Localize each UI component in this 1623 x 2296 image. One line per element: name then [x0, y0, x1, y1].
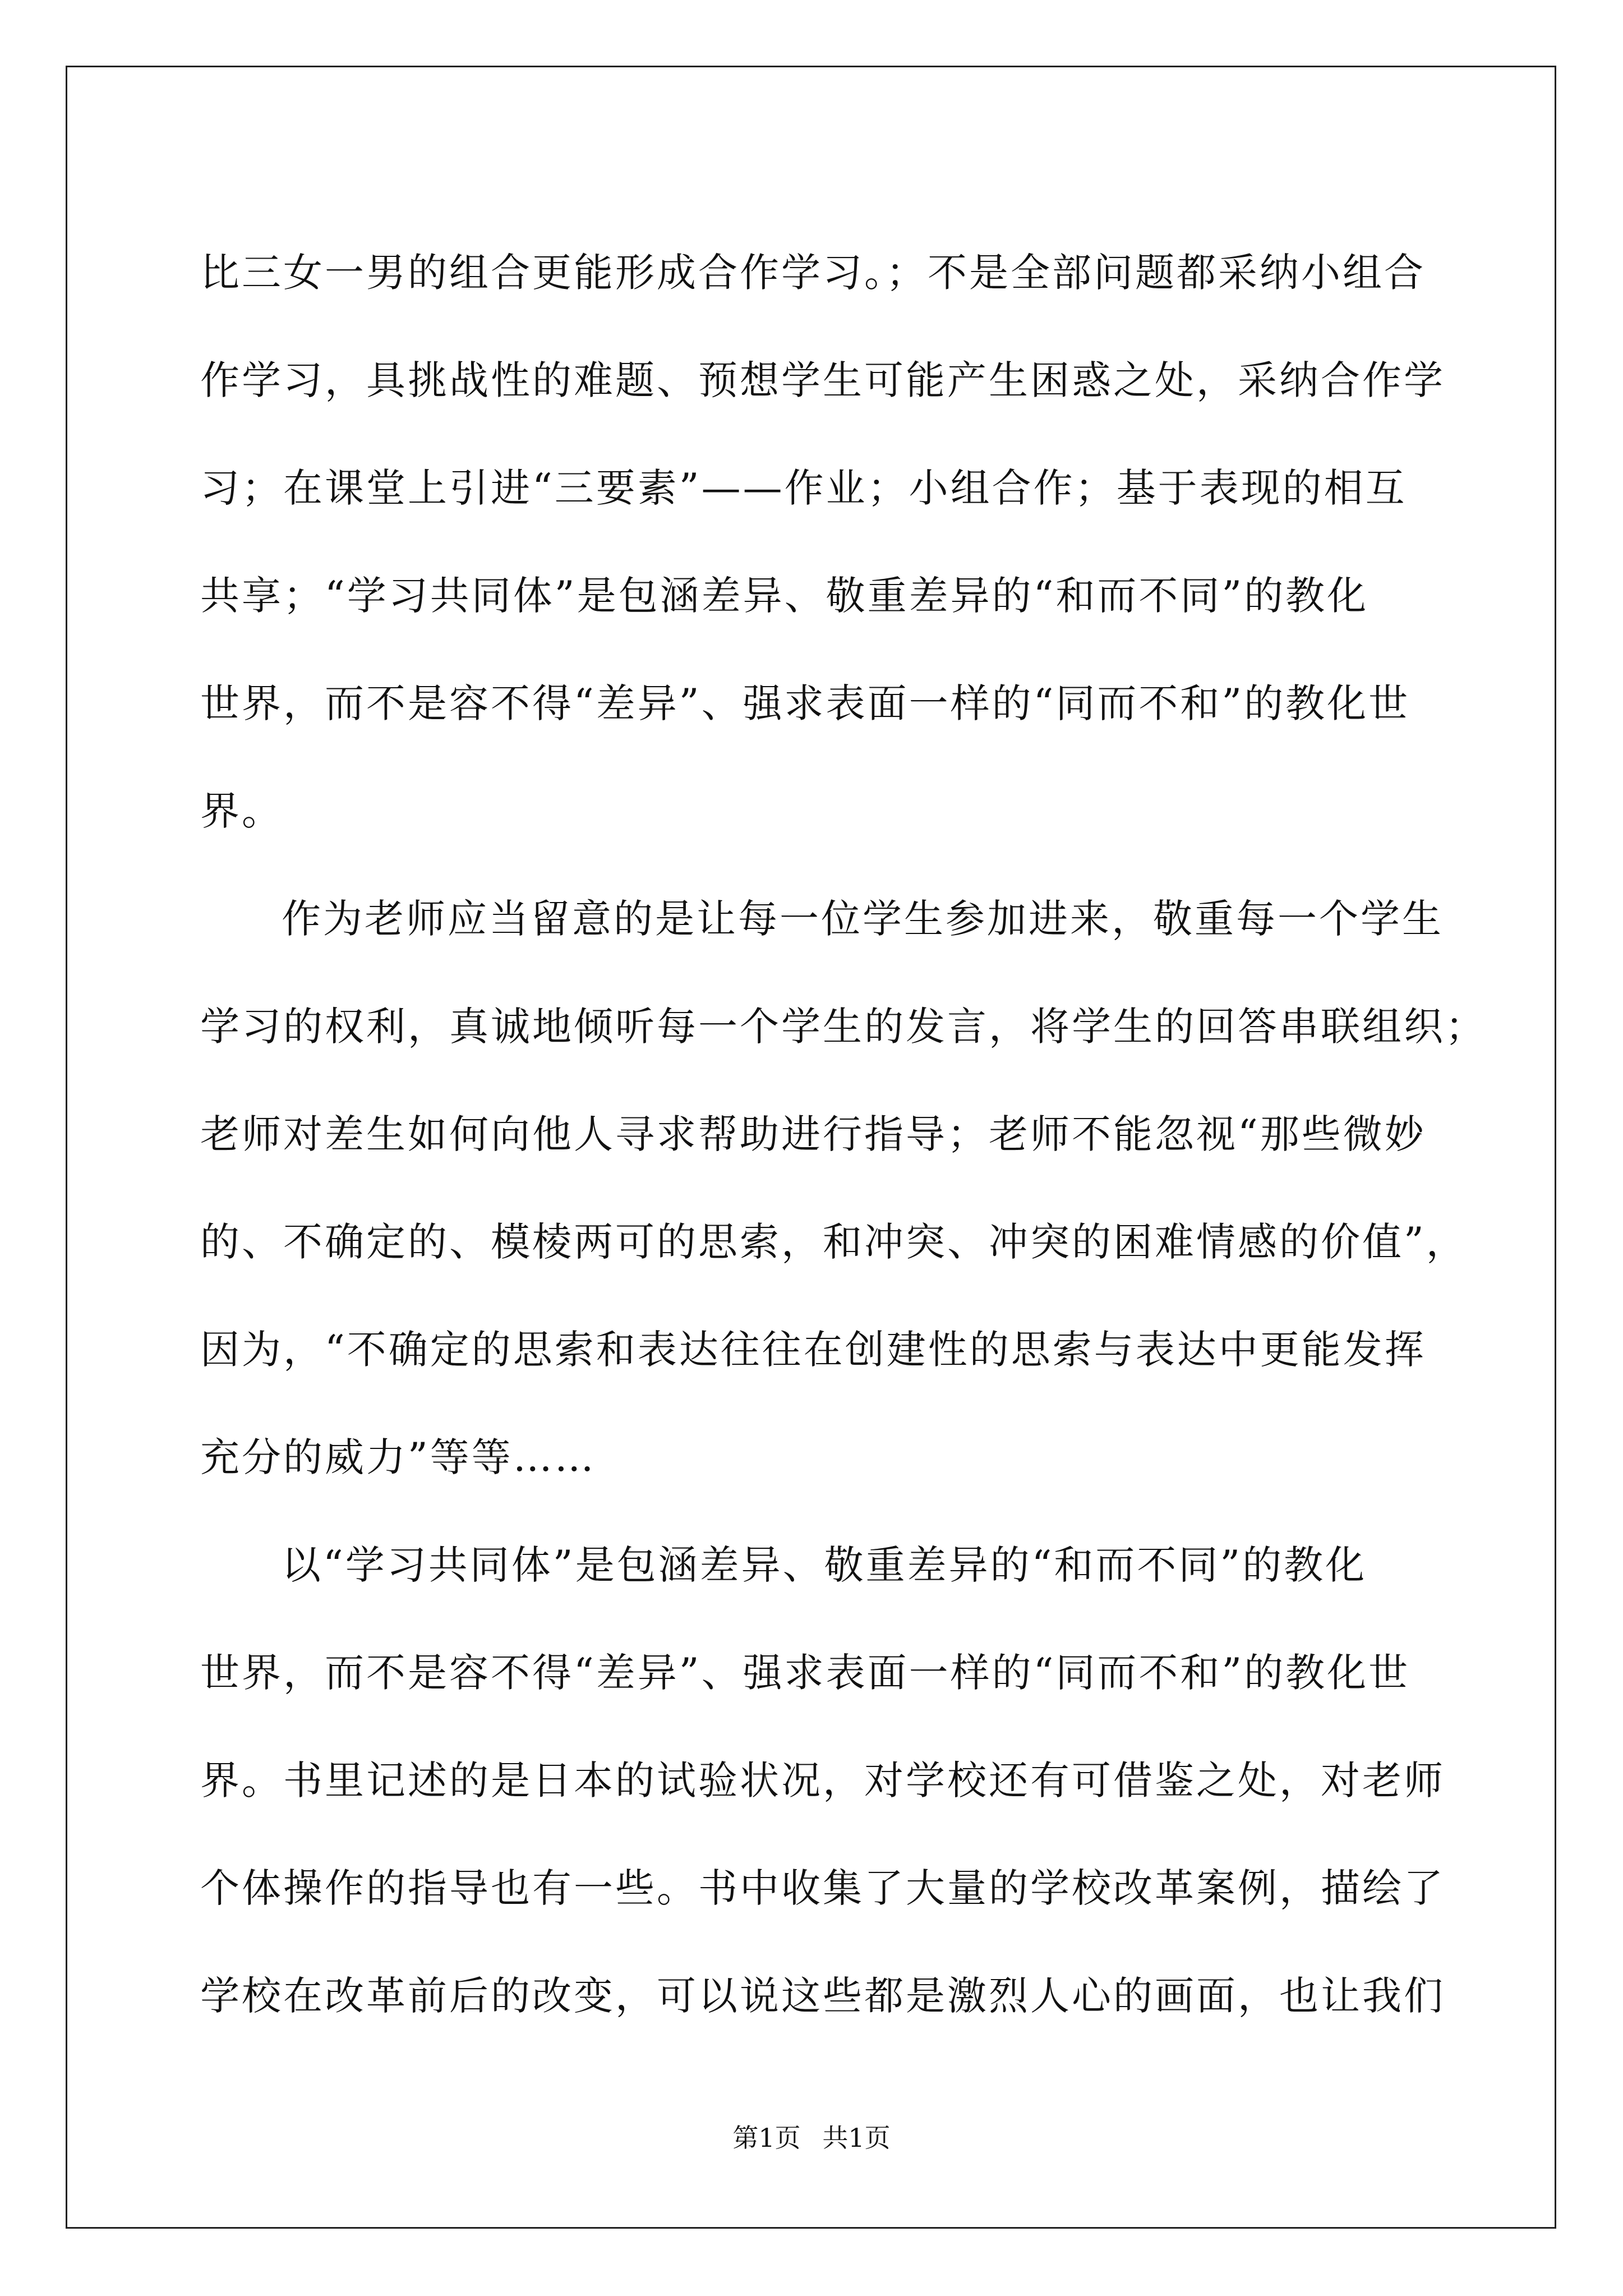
text-line: 个体操作的指导也有一些。书中收集了大量的学校改革案例，描绘了: [200, 1865, 1445, 1911]
paragraph-1: [200, 219, 1445, 865]
paragraph-2: [200, 865, 1487, 1511]
text-line: 老师对差生如何向他人寻求帮助进行指导；老师不能忽视“那些微妙: [200, 1111, 1426, 1157]
paragraph-3: [200, 1511, 1445, 2050]
text-line: 作学习，具挑战性的难题、预想学生可能产生困惑之处，采纳合作学: [200, 357, 1445, 403]
text-line: 共享；“学习共同体”是包涵差异、敬重差异的“和而不同”的教化: [200, 573, 1369, 619]
text-line: 习；在课堂上引进“三要素”——作业；小组合作；基于表现的相互: [200, 465, 1407, 511]
page-total: 共1页: [822, 2123, 891, 2153]
text-line: 界。书里记述的是日本的试验状况，对学校还有可借鉴之处，对老师: [200, 1757, 1445, 1803]
text-line: 充分的威力”等等……: [200, 1434, 596, 1480]
page-footer: [0, 2118, 1623, 2155]
text-line: 以“学习共同体”是包涵差异、敬重差异的“和而不同”的教化: [282, 1542, 1367, 1588]
text-line: 学校在改革前后的改变，可以说这些都是激烈人心的画面，也让我们: [200, 1973, 1445, 2019]
text-line: 世界，而不是容不得“差异”、强求表面一样的“同而不和”的教化世: [200, 1650, 1410, 1696]
document-body: [200, 219, 1487, 2050]
text-line: 学习的权利，真诚地倾听每一个学生的发言，将学生的回答串联组织；: [200, 1004, 1487, 1050]
text-line: 因为，“不确定的思索和表达往往在创建性的思索与表达中更能发挥: [200, 1327, 1426, 1373]
text-line: 世界，而不是容不得“差异”、强求表面一样的“同而不和”的教化世: [200, 680, 1410, 726]
page-number: 第1页: [732, 2123, 801, 2153]
text-line: 界。: [200, 788, 283, 834]
text-line: 的、不确定的、模棱两可的思索，和冲突、冲突的困难情感的价值”，: [200, 1219, 1468, 1265]
text-line: 作为老师应当留意的是让每一位学生参加进来，敬重每一个学生: [282, 896, 1444, 942]
text-line: 比三女一男的组合更能形成合作学习。；不是全部问题都采纳小组合: [200, 250, 1426, 296]
